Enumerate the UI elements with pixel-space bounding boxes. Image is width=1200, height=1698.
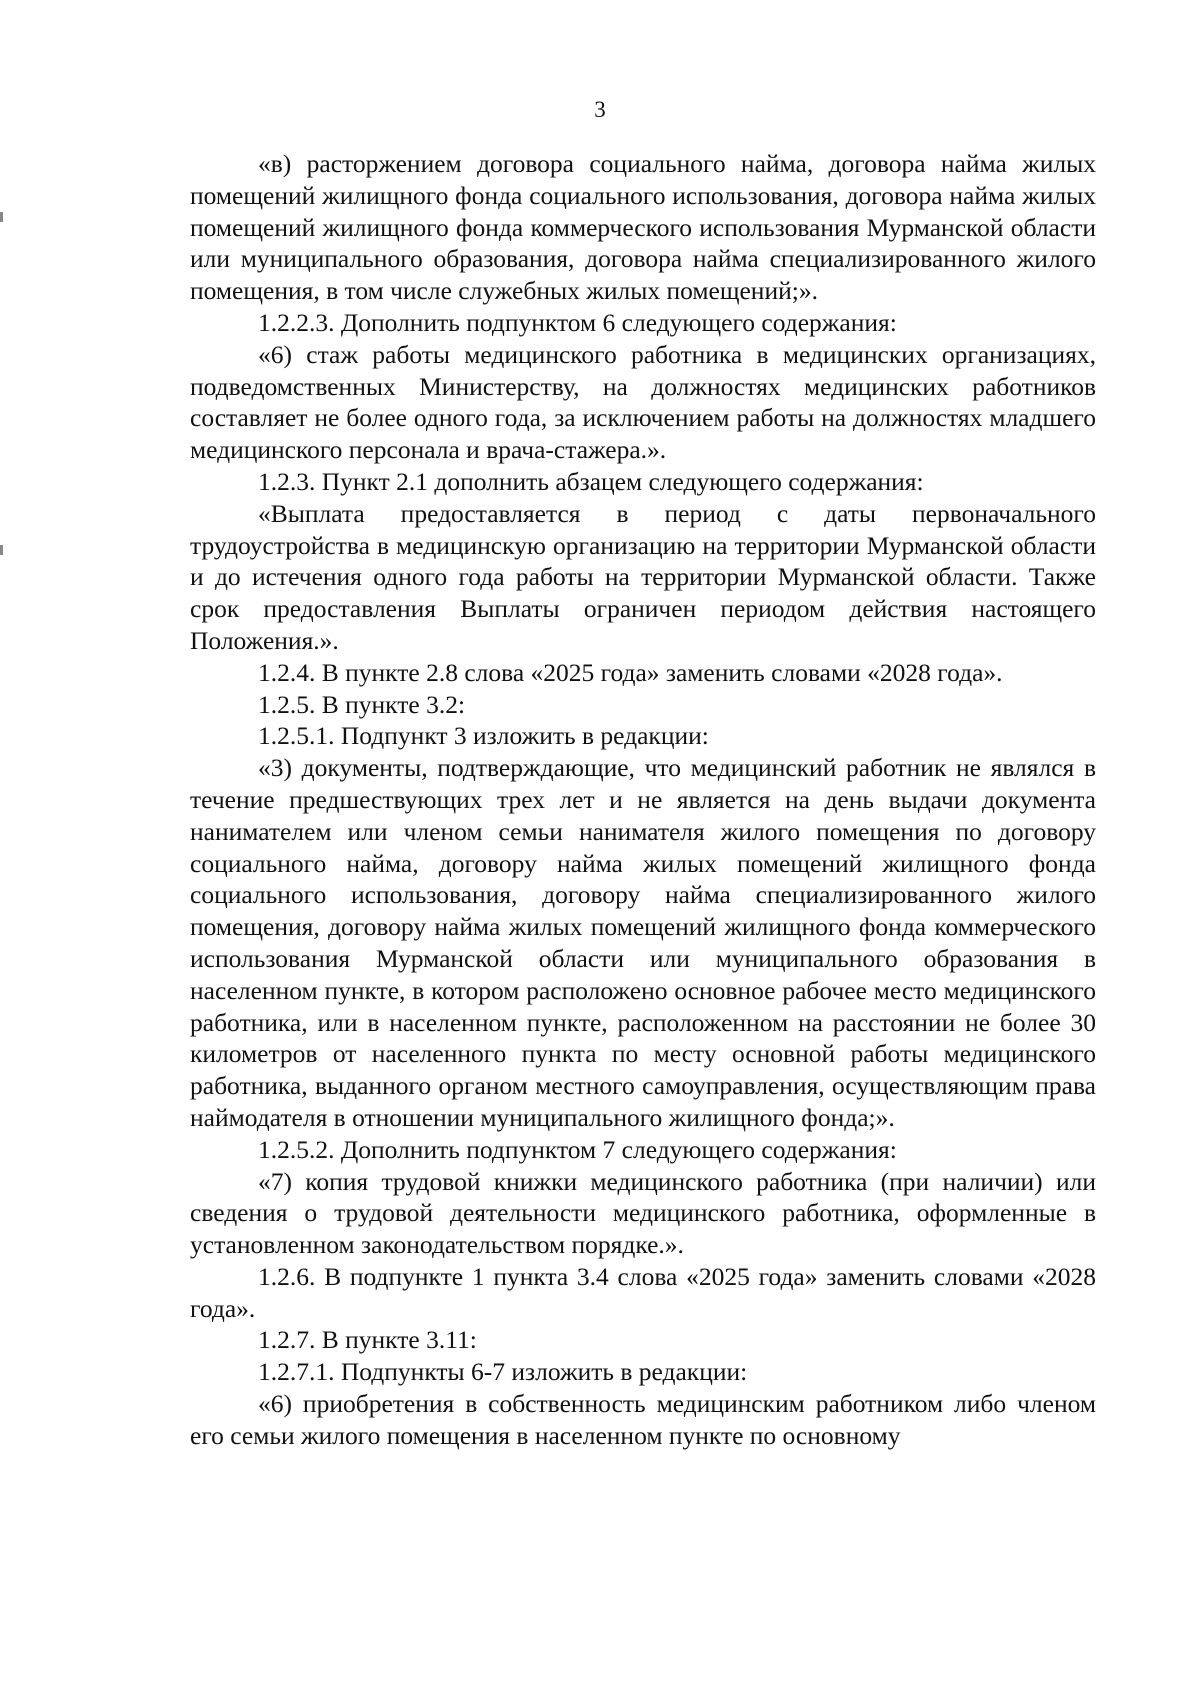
paragraph: «6) приобретения в собственность медицинским работником либо членом его семьи жилого помещения в населенном пункте по основному — [190, 1389, 1096, 1450]
scan-edge-mark — [0, 545, 3, 555]
paragraph: 1.2.7.1. Подпункты 6-7 изложить в редакции: — [258, 1357, 748, 1387]
paragraph: 1.2.4. В пункте 2.8 слова «2025 года» заменить словами «2028 года». — [258, 657, 1003, 687]
paragraph: 1.2.7. В пункте 3.11: — [258, 1325, 477, 1355]
paragraph: «3) документы, подтверждающие, что медицинский работник не являлся в течение предшествующих трех лет и не является на день выдачи документа нанимателем или членом семьи нанимателя жилого помещения по договору социального найма, договору найма жилых помещений жилищного фонда социального использования, договору найма специализированного жилого помещения, договору найма жилых помещений жилищного фонда коммерческого использования Мурманской области или муниципального образования в населенном пункте, в котором расположено основное рабочее место медицинского работника, или в населенном пункте, расположенном на расстоянии не более 30 километров от населенного пункта по месту основной работы медицинского работника, выданного органом местного самоуправления, осуществляющим права наймодателя в отношении муниципального жилищного фонда;». — [190, 753, 1096, 1132]
paragraph: 1.2.5.1. Подпункт 3 изложить в редакции: — [258, 721, 709, 751]
paragraph: «в) расторжением договора социального найма, договора найма жилых помещений жилищного фонда социального использования, договора найма жилых помещений жилищного фонда коммерческого использования Мурманской области или муниципального образования, договора найма специализированного жилого помещения, в том числе служебных жилых помещений;». — [190, 149, 1096, 306]
document-body — [190, 148, 1096, 1452]
paragraph: 1.2.6. В подпункте 1 пункта 3.4 слова «2025 года» заменить словами «2028 года». — [190, 1261, 1096, 1323]
paragraph: «7) копия трудовой книжки медицинского работника (при наличии) или сведения о трудовой деятельности медицинского работника, оформленные в установленном законодательством порядке.». — [190, 1166, 1096, 1260]
paragraph: 1.2.5. В пункте 3.2: — [258, 689, 466, 719]
scan-edge-mark — [0, 212, 3, 222]
paragraph: «6) стаж работы медицинского работника в медицинских организациях, подведомственных Министерству, на должностях медицинских работников составляет не более одного года, за исключением работы на должностях младшего медицинского персонала и врача-стажера.». — [190, 339, 1096, 465]
paragraph: «Выплата предоставляется в период с даты первоначального трудоустройства в медицинскую организацию на территории Мурманской области и до истечения одного года работы на территории Мурманской области. Также срок предоставления Выплаты ограничен периодом действия настоящего Положения.». — [190, 498, 1096, 655]
page-number: 3 — [594, 97, 606, 122]
paragraph: 1.2.2.3. Дополнить подпунктом 6 следующего содержания: — [258, 307, 897, 337]
paragraph: 1.2.5.2. Дополнить подпунктом 7 следующего содержания: — [258, 1134, 897, 1164]
paragraph: 1.2.3. Пункт 2.1 дополнить абзацем следующего содержания: — [258, 466, 924, 496]
